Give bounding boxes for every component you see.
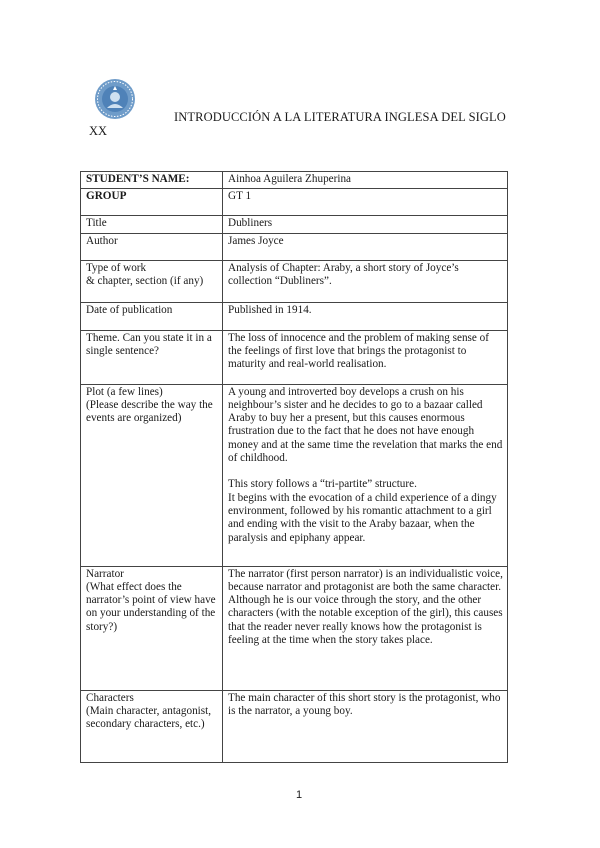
narrator-label-line1: Narrator <box>86 567 124 580</box>
characters-label <box>81 690 223 762</box>
narrator-paragraph-2: Although he is our voice through the story, and the other characters (with the notable exception of the girl), this causes that the reader never really knows how the protagonist is feeling at the time when the story takes place. <box>228 594 503 647</box>
date-of-publication-value: Published in 1914. <box>223 302 508 330</box>
table-row <box>81 172 508 189</box>
table-row <box>81 233 508 260</box>
type-of-work-value: Analysis of Chapter: Araby, a short story of Joyce’s collection “Dubliners”. <box>223 260 508 302</box>
group-value: GT 1 <box>223 189 508 216</box>
characters-label-line1: Characters <box>86 691 134 704</box>
title-label: Title <box>81 216 223 233</box>
group-label: GROUP <box>81 189 223 216</box>
narrator-label <box>81 566 223 690</box>
plot-label <box>81 384 223 566</box>
table-row <box>81 260 508 302</box>
document-title-continuation: XX <box>89 124 108 138</box>
title-value: Dubliners <box>223 216 508 233</box>
page-number: 1 <box>296 789 303 801</box>
university-seal <box>94 78 136 120</box>
table-row <box>81 189 508 216</box>
narrator-value <box>223 566 508 690</box>
theme-value: The loss of innocence and the problem of making sense of the feelings of first love that brings the protagonist to maturity and real-world realisation. <box>223 330 508 384</box>
analysis-form-table <box>80 171 508 763</box>
document-title: INTRODUCCIÓN A LA LITERATURA INGLESA DEL SIGLO <box>174 110 506 124</box>
plot-label-line1: Plot (a few lines) <box>86 385 163 398</box>
plot-paragraph-1: A young and introverted boy develops a crush on his neighbour’s sister and he decides to go to a bazaar called Araby to buy her a present, but this causes enormous frustration due to the fact that he does not have enough money and at the same time the revelation that marks the end of childhood. <box>228 385 503 465</box>
table-row <box>81 216 508 233</box>
theme-label: Theme. Can you state it in a single sentence? <box>81 330 223 384</box>
table-row <box>81 302 508 330</box>
student-name-label: STUDENT’S NAME: <box>81 172 223 189</box>
narrator-paragraph-1: The narrator (first person narrator) is an individualistic voice, because narrator and protagonist are both the same character. <box>228 567 503 593</box>
table-row <box>81 566 508 690</box>
characters-value: The main character of this short story is the protagonist, who is the narrator, a young boy. <box>223 690 508 762</box>
plot-paragraph-2: This story follows a “tri-partite” structure. <box>228 478 417 491</box>
characters-label-line2: (Main character, antagonist, secondary characters, etc.) <box>86 704 212 731</box>
author-label: Author <box>81 233 223 260</box>
table-row <box>81 330 508 384</box>
plot-paragraph-3: It begins with the evocation of a child experience of a dingy environment, followed by his romantic attachment to a girl and ending with the visit to the Araby bazaar, when the paralysis and epiphany appear. <box>228 491 497 544</box>
narrator-label-line2: (What effect does the narrator’s point of view have on your understanding of the story?) <box>86 580 216 633</box>
type-of-work-label <box>81 260 223 302</box>
plot-value <box>223 384 508 566</box>
type-of-work-label-line2: & chapter, section (if any) <box>86 274 204 287</box>
plot-label-line2: (Please describe the way the events are organized) <box>86 398 213 425</box>
date-of-publication-label: Date of publication <box>81 302 223 330</box>
student-name-value: Ainhoa Aguilera Zhuperina <box>223 172 508 189</box>
type-of-work-label-line1: Type of work <box>86 261 147 274</box>
author-value: James Joyce <box>223 233 508 260</box>
table-row <box>81 690 508 762</box>
table-row <box>81 384 508 566</box>
seal-icon <box>94 78 136 120</box>
